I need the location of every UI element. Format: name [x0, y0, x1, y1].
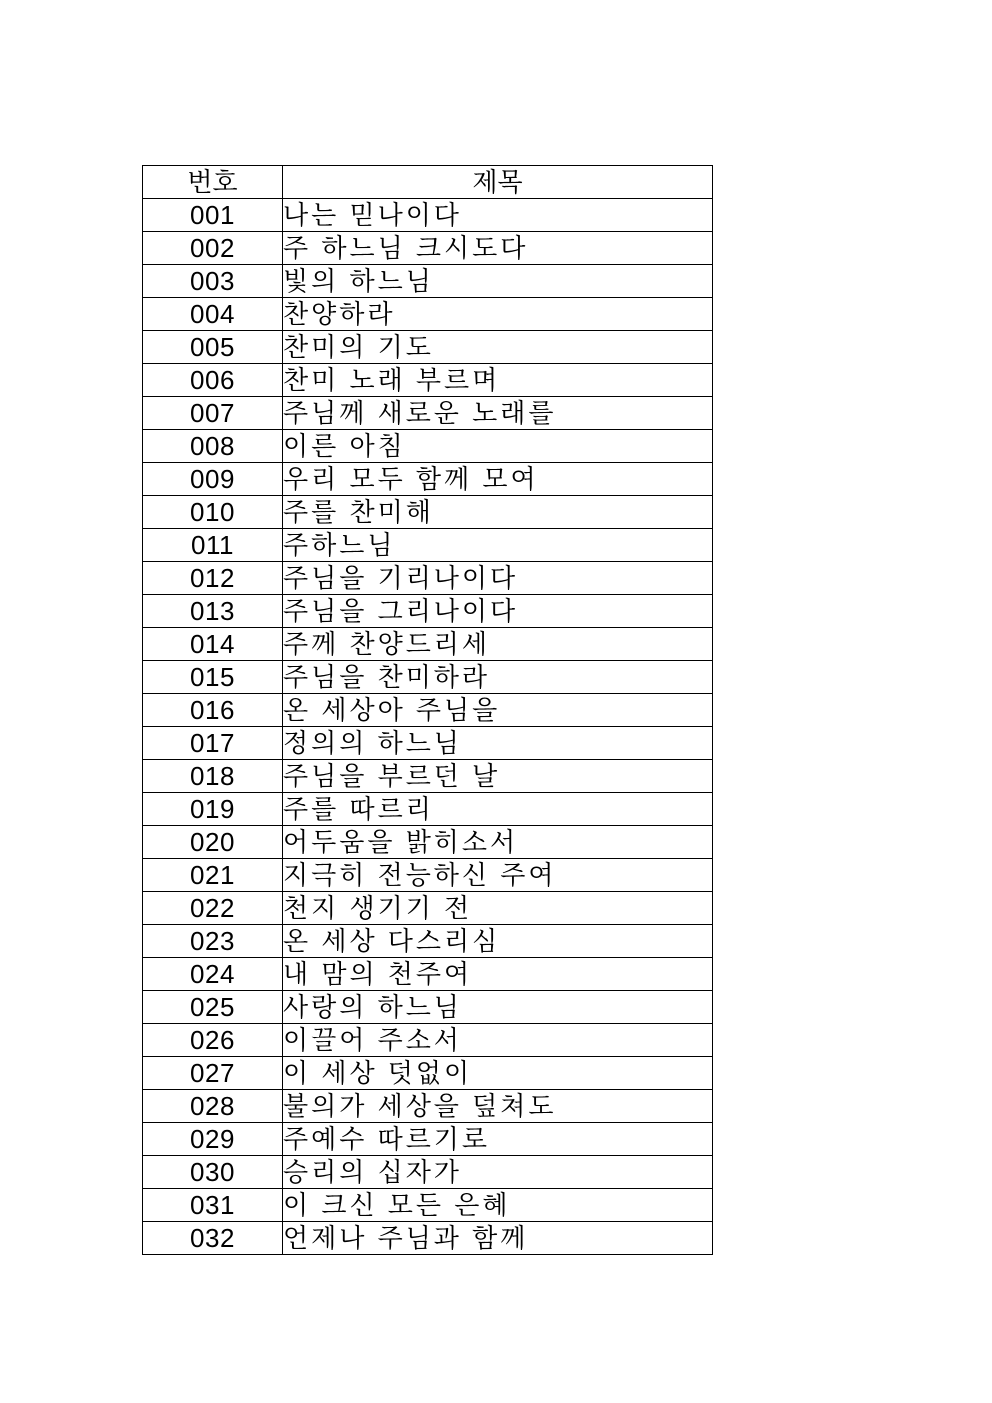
table-row	[143, 958, 713, 991]
table-row	[143, 595, 713, 628]
song-list-body	[143, 199, 713, 1255]
song-number-cell: 008	[143, 430, 283, 463]
title-column-header: 제목	[283, 166, 713, 199]
table-row	[143, 826, 713, 859]
song-title-cell: 온 세상아 주님을	[283, 694, 713, 727]
song-number-cell: 021	[143, 859, 283, 892]
table-row	[143, 232, 713, 265]
table-row	[143, 397, 713, 430]
song-title-cell: 나는 믿나이다	[283, 199, 713, 232]
table-header-row	[143, 166, 713, 199]
song-title-cell: 찬미 노래 부르며	[283, 364, 713, 397]
table-row	[143, 1222, 713, 1255]
song-number-cell: 023	[143, 925, 283, 958]
song-number-cell: 014	[143, 628, 283, 661]
song-number-cell: 022	[143, 892, 283, 925]
table-row	[143, 1057, 713, 1090]
song-title-cell: 천지 생기기 전	[283, 892, 713, 925]
table-row	[143, 1024, 713, 1057]
song-title-cell: 우리 모두 함께 모여	[283, 463, 713, 496]
song-title-cell: 이끌어 주소서	[283, 1024, 713, 1057]
song-number-cell: 026	[143, 1024, 283, 1057]
table-row	[143, 199, 713, 232]
song-number-cell: 027	[143, 1057, 283, 1090]
song-title-cell: 주님을 기리나이다	[283, 562, 713, 595]
song-title-cell: 찬미의 기도	[283, 331, 713, 364]
song-number-cell: 002	[143, 232, 283, 265]
song-title-cell: 주를 찬미해	[283, 496, 713, 529]
table-row	[143, 430, 713, 463]
song-number-cell: 029	[143, 1123, 283, 1156]
song-number-cell: 020	[143, 826, 283, 859]
table-row	[143, 760, 713, 793]
table-row	[143, 529, 713, 562]
song-title-cell: 온 세상 다스리심	[283, 925, 713, 958]
song-title-cell: 이 크신 모든 은혜	[283, 1189, 713, 1222]
song-title-cell: 주님을 부르던 날	[283, 760, 713, 793]
song-title-cell: 승리의 십자가	[283, 1156, 713, 1189]
song-title-cell: 내 맘의 천주여	[283, 958, 713, 991]
table-row	[143, 793, 713, 826]
table-row	[143, 463, 713, 496]
song-number-cell: 006	[143, 364, 283, 397]
song-number-cell: 016	[143, 694, 283, 727]
table-row	[143, 1123, 713, 1156]
song-number-cell: 001	[143, 199, 283, 232]
song-title-cell: 주님께 새로운 노래를	[283, 397, 713, 430]
song-title-cell: 주예수 따르기로	[283, 1123, 713, 1156]
song-number-cell: 005	[143, 331, 283, 364]
song-title-cell: 지극히 전능하신 주여	[283, 859, 713, 892]
song-title-cell: 주님을 그리나이다	[283, 595, 713, 628]
number-column-header: 번호	[143, 166, 283, 199]
table-row	[143, 727, 713, 760]
song-number-cell: 031	[143, 1189, 283, 1222]
song-number-cell: 018	[143, 760, 283, 793]
song-number-cell: 025	[143, 991, 283, 1024]
song-number-cell: 013	[143, 595, 283, 628]
song-title-cell: 빛의 하느님	[283, 265, 713, 298]
song-list-table	[142, 165, 713, 1255]
song-number-cell: 019	[143, 793, 283, 826]
song-title-cell: 이 세상 덧없이	[283, 1057, 713, 1090]
song-title-cell: 주님을 찬미하라	[283, 661, 713, 694]
table-row	[143, 694, 713, 727]
song-title-cell: 주하느님	[283, 529, 713, 562]
table-row	[143, 364, 713, 397]
table-row	[143, 1189, 713, 1222]
table-row	[143, 298, 713, 331]
song-title-cell: 주께 찬양드리세	[283, 628, 713, 661]
song-title-cell: 이른 아침	[283, 430, 713, 463]
song-number-cell: 030	[143, 1156, 283, 1189]
table-row	[143, 265, 713, 298]
table-row	[143, 859, 713, 892]
song-title-cell: 주 하느님 크시도다	[283, 232, 713, 265]
song-number-cell: 024	[143, 958, 283, 991]
song-number-cell: 007	[143, 397, 283, 430]
song-title-cell: 찬양하라	[283, 298, 713, 331]
song-number-cell: 011	[143, 529, 283, 562]
song-title-cell: 정의의 하느님	[283, 727, 713, 760]
table-row	[143, 496, 713, 529]
song-number-cell: 012	[143, 562, 283, 595]
song-number-cell: 003	[143, 265, 283, 298]
table-row	[143, 991, 713, 1024]
table-row	[143, 925, 713, 958]
table-row	[143, 892, 713, 925]
table-row	[143, 1156, 713, 1189]
table-row	[143, 1090, 713, 1123]
table-row	[143, 628, 713, 661]
table-row	[143, 562, 713, 595]
song-number-cell: 017	[143, 727, 283, 760]
song-title-cell: 언제나 주님과 함께	[283, 1222, 713, 1255]
song-number-cell: 009	[143, 463, 283, 496]
song-number-cell: 010	[143, 496, 283, 529]
song-number-cell: 028	[143, 1090, 283, 1123]
song-number-cell: 032	[143, 1222, 283, 1255]
song-title-cell: 사랑의 하느님	[283, 991, 713, 1024]
table-row	[143, 331, 713, 364]
table-row	[143, 661, 713, 694]
song-title-cell: 주를 따르리	[283, 793, 713, 826]
song-title-cell: 불의가 세상을 덮쳐도	[283, 1090, 713, 1123]
song-number-cell: 015	[143, 661, 283, 694]
song-title-cell: 어두움을 밝히소서	[283, 826, 713, 859]
song-number-cell: 004	[143, 298, 283, 331]
